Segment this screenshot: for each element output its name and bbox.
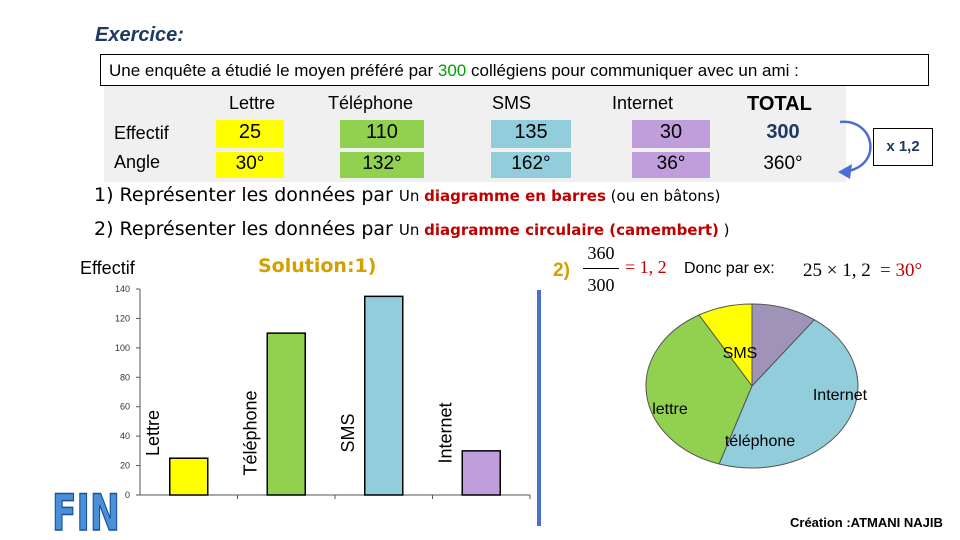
fraction-result: = 1, 2 — [625, 257, 667, 277]
cell-effectif-internet: 30 — [632, 120, 710, 148]
bar-label-2: Téléphone — [240, 390, 261, 476]
bar-label-1: Lettre — [142, 409, 163, 457]
fraction-numerator: 360 — [587, 243, 615, 263]
table-header-telephone: Téléphone — [328, 93, 414, 113]
pie-label-2: téléphone — [724, 433, 796, 450]
cell-angle-telephone: 132° — [340, 152, 424, 178]
divider — [537, 290, 541, 526]
fraction-bar — [583, 268, 619, 269]
page-title: Exercice: — [95, 24, 184, 46]
pie-label-4: Internet — [812, 387, 868, 404]
y-tick-label: 120 — [114, 313, 130, 324]
q2-un: Un — [398, 221, 425, 239]
intro-statement — [100, 54, 929, 86]
q1-rest: (ou en bâtons) — [605, 187, 721, 205]
cell-angle-sms: 162° — [491, 152, 571, 178]
factor-badge: x 1,2 — [873, 128, 933, 166]
question-1 — [94, 184, 720, 206]
question-2 — [94, 218, 730, 240]
credit: Création :ATMANI NAJIB — [790, 515, 943, 530]
donc-text: Donc par ex: — [684, 260, 775, 277]
bar-chart — [95, 282, 535, 507]
table-header-total: TOTAL — [747, 93, 812, 115]
q1-un: Un — [398, 187, 425, 205]
part-2-label: 2) — [553, 260, 570, 281]
solution-label: Solution:1) — [258, 255, 377, 277]
y-tick-label: 60 — [119, 401, 130, 412]
y-tick-label: 40 — [119, 431, 130, 442]
bar-chart-ylabel: Effectif — [80, 258, 135, 278]
y-tick-label: 140 — [114, 284, 130, 294]
q2-rest: ) — [718, 221, 730, 239]
bar-label-4: Internet — [435, 402, 456, 464]
intro-text-start: Une enquête a étudié le moyen préféré par — [109, 61, 438, 80]
pie-label-1: lettre — [652, 401, 688, 418]
cell-effectif-telephone: 110 — [340, 120, 424, 148]
bar-4 — [462, 451, 500, 495]
intro-number: 300 — [437, 61, 467, 80]
row-label-angle: Angle — [114, 152, 161, 172]
fin-logo-text: FIN — [52, 484, 120, 534]
cell-angle-total: 360° — [763, 153, 803, 174]
y-tick-label: 20 — [119, 460, 130, 471]
table-header-internet: Internet — [612, 93, 674, 113]
cell-effectif-total: 300 — [766, 121, 800, 143]
q2-bold: diagramme circulaire (camembert) — [424, 221, 719, 239]
row-label-effectif: Effectif — [114, 123, 169, 143]
bar-2 — [267, 333, 305, 495]
table-header-lettre: Lettre — [229, 93, 276, 113]
bar-3 — [365, 296, 403, 495]
y-tick-label: 0 — [124, 490, 130, 500]
fin-logo — [50, 482, 122, 534]
y-tick-label: 80 — [119, 372, 130, 383]
cell-effectif-sms: 135 — [491, 120, 571, 148]
pie-label-3: SMS — [722, 345, 758, 362]
cell-effectif-lettre: 25 — [216, 120, 284, 148]
intro-text-end: collégiens pour communiquer avec un ami : — [466, 61, 799, 80]
fraction-denominator: 300 — [587, 275, 615, 295]
bar-label-3: SMS — [337, 413, 358, 453]
example-expression: 25 × 1, 2 — [803, 260, 871, 281]
q1-bold: diagramme en barres — [424, 187, 606, 205]
table-header-sms: SMS — [492, 93, 532, 113]
bar-1 — [170, 458, 208, 495]
example-result: = 30° — [880, 260, 923, 281]
q1-prefix: 1) Représenter les données par — [94, 184, 399, 206]
q2-prefix: 2) Représenter les données par — [94, 218, 399, 240]
cell-angle-internet: 36° — [632, 152, 710, 178]
cell-angle-lettre: 30° — [216, 152, 284, 178]
y-tick-label: 100 — [114, 342, 130, 353]
pie-chart — [642, 300, 882, 485]
